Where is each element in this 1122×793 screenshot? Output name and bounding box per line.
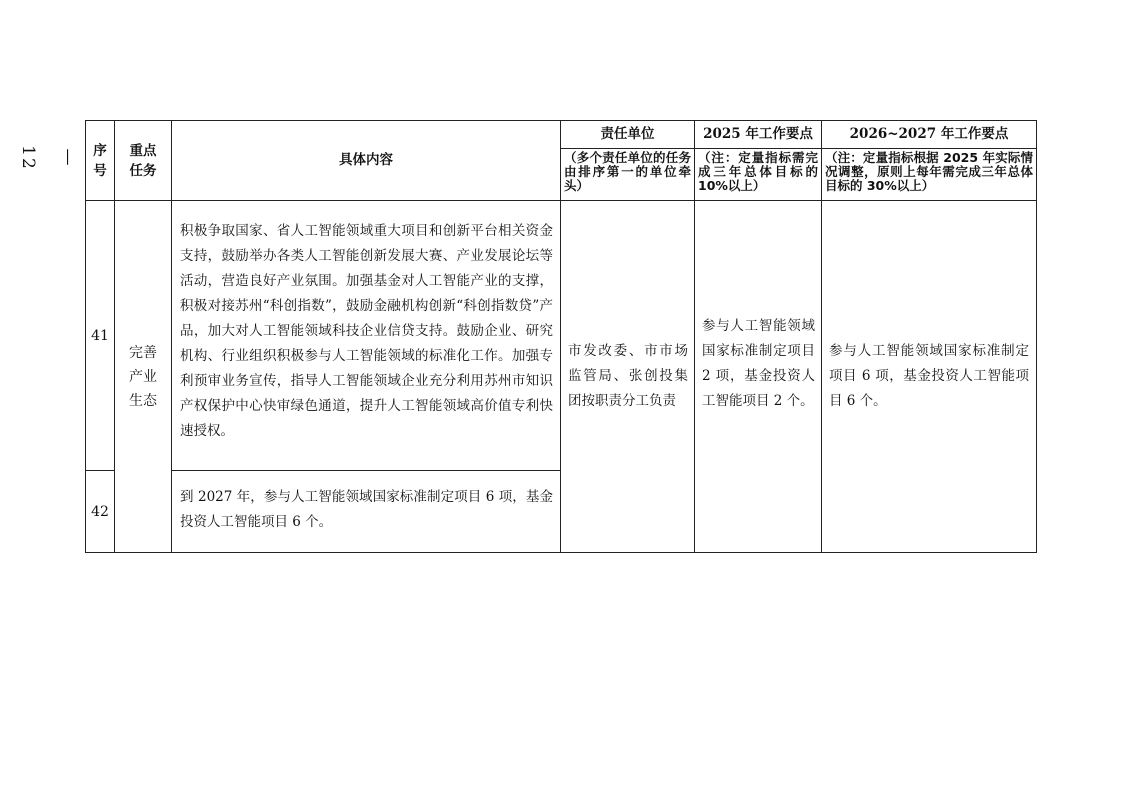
row-42-seq: 42 (85, 470, 115, 553)
points-2026-2027: 参与人工智能领域国家标准制定项目 6 项，基金投资人工智能项目 6 个。 (821, 200, 1037, 553)
header-2025-title: 2025 年工作要点 (694, 120, 822, 149)
task-name: 完善 产业 生态 (114, 200, 172, 553)
row-42-content: 到 2027 年，参与人工智能领域国家标准制定项目 6 项，基金投资人工智能项目 6 个。 (171, 470, 561, 553)
row-41-seq: 41 (85, 200, 115, 471)
points-2025: 参与人工智能领域国家标准制定项目 2 项，基金投资人工智能项目 2 个。 (694, 200, 822, 553)
header-2026-title: 2026~2027 年工作要点 (821, 120, 1037, 149)
header-content: 具体内容 (171, 120, 561, 201)
header-unit-note: （多个责任单位的任务由排序第一的单位牵头） (560, 148, 695, 201)
responsible-unit: 市发改委、市市场监管局、张创投集团按职责分工负责 (560, 200, 695, 553)
header-2025-note: （注：定量指标需完成三年总体目标的 10%以上） (694, 148, 822, 201)
task-table (86, 121, 1038, 553)
header-2026-note: （注：定量指标根据 2025 年实际情况调整，原则上每年需完成三年总体目标的 30%以上） (821, 148, 1037, 201)
page-number: — 12 (18, 145, 78, 171)
row-41-content: 积极争取国家、省人工智能领域重大项目和创新平台相关资金支持，鼓励举办各类人工智能创新发展大赛、产业发展论坛等活动，营造良好产业氛围。加强基金对人工智能产业的支撑，积极对接苏州“科创指数”，鼓励金融机构创新“科创指数贷”产品，加大对人工智能领域科技企业信贷支持。鼓励企业、研究机构、行业组织积极参与人工智能领域的标准化工作。加强专利预审业务宣传，指导人工智能领域企业充分利用苏州市知识产权保护中心快审绿色通道，提升人工智能领域高价值专利快速授权。 (171, 200, 561, 471)
header-unit-title: 责任单位 (560, 120, 695, 149)
header-seq: 序 号 (85, 120, 115, 201)
header-task: 重点 任务 (114, 120, 172, 201)
